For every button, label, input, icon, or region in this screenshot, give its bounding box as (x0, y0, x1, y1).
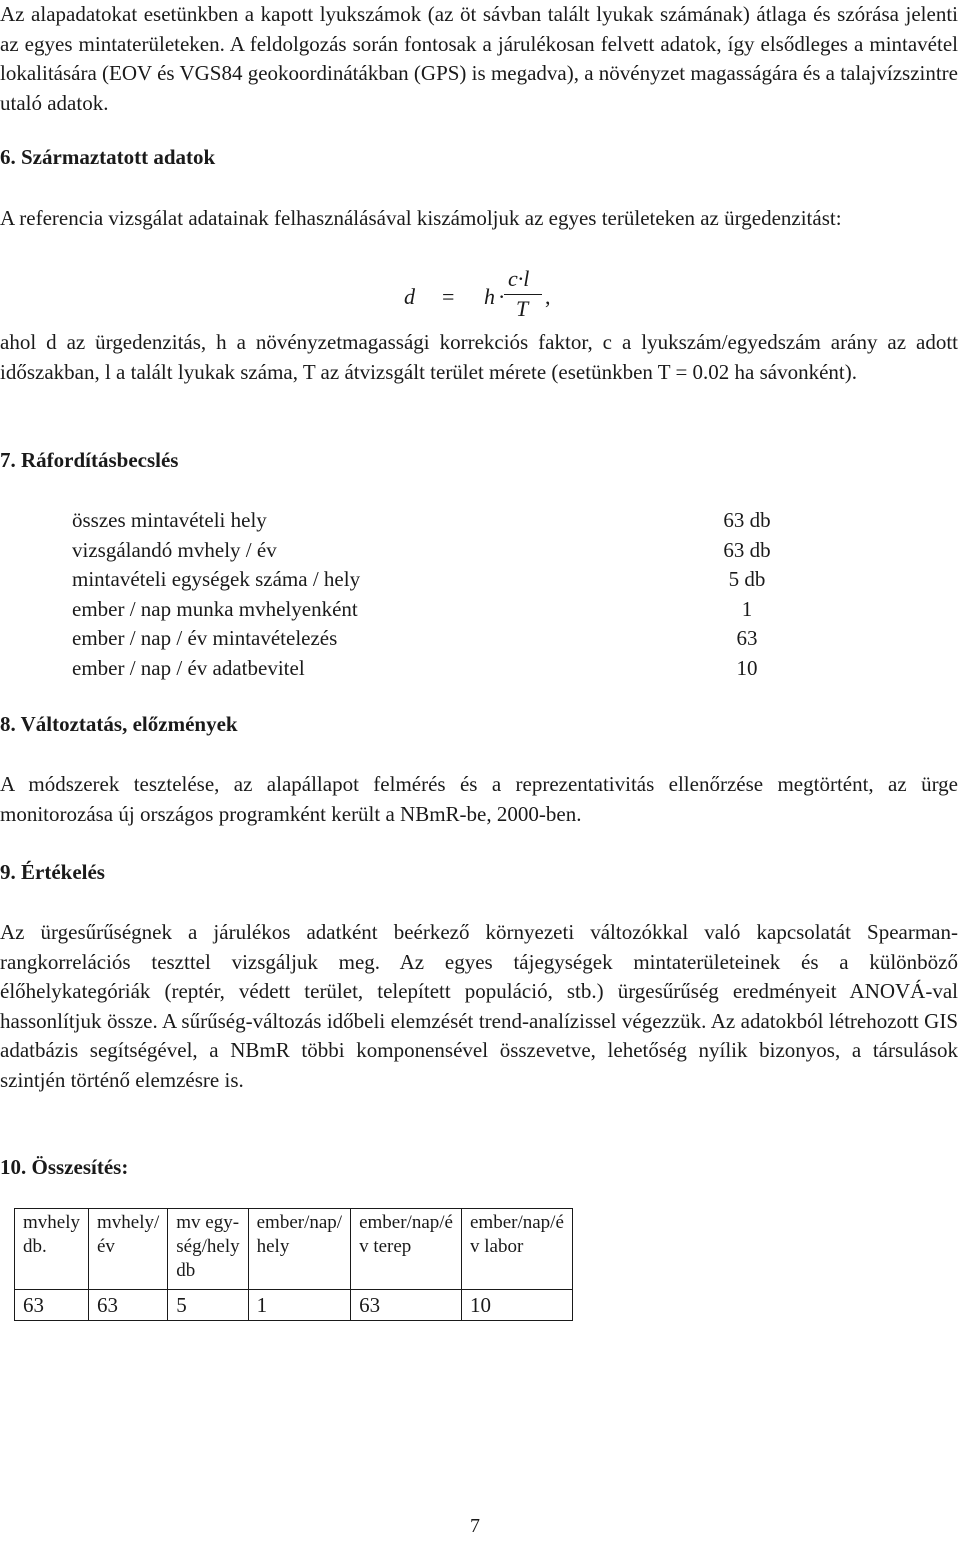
formula-numerator: c·l (508, 266, 530, 291)
table-cell: 5 (168, 1290, 248, 1321)
section-9-paragraph: Az ürgesűrűségnek a járulékos adatként beérkező környezeti változókkal való kapcsolatát Spearman-rangkorrelációs teszttel vizsgáljuk meg. Az egyes tájegységek mintaterületeinek és a különböző élőhelykategóriák (reptér, védett terület, telepített populáció, stb.) ürgesűrűség eredményeit ANOVÁ-val hassonlítjuk össze. A sűrűség-változás időbeli elemzését trend-analízissel végezzük. Az adatokból létrehozott GIS adatbázis segítségével, a NBmR többi komponensével összevetve, lehetőség nyílik bizonyos, a társulások szintjén történő elemzésre is. (0, 920, 958, 1092)
cost-value: 63 db (723, 537, 771, 562)
section-6-explanation: ahol d az ürgedenzitás, h a növényzetmagassági korrekciós faktor, c a lyukszám/egyedszám arány az adott időszakban, l a talált lyukak száma, T az átvizsgált terület mérete (esetünkben T = 0.02 ha sávonként). (0, 330, 958, 384)
cost-value: 1 (741, 596, 753, 621)
cost-value: 63 (736, 626, 758, 650)
list-item (72, 624, 792, 654)
formula-denominator: T (516, 296, 529, 321)
formula-equals: = (442, 284, 455, 309)
column-header: ember/nap/ hely (248, 1209, 350, 1290)
section-6-paragraph: A referencia vizsgálat adatainak felhasználásával kiszámoljuk az egyes területeken az ürgedenzitást: (0, 206, 842, 230)
section-7-heading: 7. Ráfordításbecslés (0, 448, 179, 472)
cost-label: összes mintavételi hely (72, 508, 267, 532)
cost-label: mintavételi egységek száma / hely (72, 567, 361, 591)
section-8-paragraph: A módszerek tesztelése, az alapállapot felmérés és a reprezentativitás ellenőrzése megtörtént, az ürge monitorozása új országos programként került a NBmR-be, 2000-ben. (0, 772, 958, 826)
list-item (72, 654, 792, 684)
density-formula (400, 262, 600, 326)
cost-value: 10 (736, 655, 758, 680)
table-row (15, 1290, 573, 1321)
column-header: mvhely db. (15, 1209, 89, 1290)
column-header: ember/nap/é v terep (351, 1209, 462, 1290)
list-item (72, 536, 792, 566)
table-cell: 10 (461, 1290, 572, 1321)
list-item (72, 595, 792, 625)
section-10-heading: 10. Összesítés: (0, 1155, 129, 1179)
table-cell: 63 (15, 1290, 89, 1321)
summary-table (14, 1208, 573, 1321)
section-8-heading: 8. Változtatás, előzmények (0, 712, 238, 736)
column-header: ember/nap/é v labor (461, 1209, 572, 1290)
section-9-heading: 9. Értékelés (0, 860, 105, 884)
formula-fraction-bar (504, 294, 542, 295)
column-header: mvhely/ év (89, 1209, 168, 1290)
page-number: 7 (470, 1515, 480, 1537)
cost-label: ember / nap / év adatbevitel (72, 655, 305, 680)
cost-label: ember / nap munka mvhelyenként (72, 596, 358, 621)
section-6-heading: 6. Származtatott adatok (0, 145, 216, 169)
table-cell: 1 (248, 1290, 350, 1321)
cost-value: 5 db (728, 567, 766, 591)
formula-comma: , (545, 284, 551, 309)
formula-lhs: d (404, 284, 415, 309)
intro-paragraph: Az alapadatokat esetünkben a kapott lyukszámok (az öt sávban talált lyukak számának) átlaga és szórása jelenti az egyes mintaterületeken. A feldolgozás során fontosak a járulékosan felvett adatok, így elsődleges a mintavétel lokalitására (EOV és VGS84 geokoordinátákban (GPS) is megadva), a növényzet magasságára és a talajvízszintre utaló adatok. (0, 2, 958, 115)
cost-estimate-list (72, 506, 792, 683)
table-header-row (15, 1209, 573, 1290)
formula-h: h (484, 284, 495, 309)
cost-label: vizsgálandó mvhely / év (72, 537, 277, 562)
cost-label: ember / nap / év mintavételezés (72, 626, 338, 650)
list-item (72, 506, 792, 536)
table-cell: 63 (351, 1290, 462, 1321)
column-header: mv egy- ség/hely db (168, 1209, 248, 1290)
table-cell: 63 (89, 1290, 168, 1321)
cost-value: 63 db (723, 508, 771, 532)
formula-dot: · (498, 284, 506, 309)
list-item (72, 565, 792, 595)
